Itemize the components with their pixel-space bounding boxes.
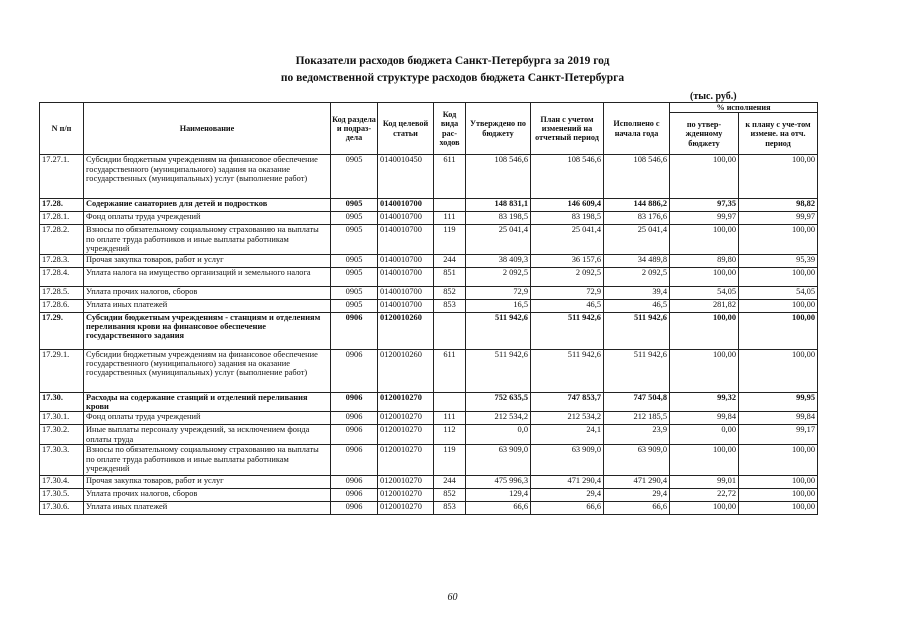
header-pct-approved: по утвер-жденному бюджету [670, 113, 739, 155]
row-name: Фонд оплаты труда учреждений [84, 212, 331, 225]
row-section-code: 0906 [331, 476, 378, 489]
row-plan: 36 157,6 [531, 254, 604, 267]
row-kind-code [434, 392, 466, 412]
row-plan: 108 546,6 [531, 155, 604, 199]
header-section-code: Код раздела и подраз-дела [331, 103, 378, 155]
row-section-code: 0905 [331, 212, 378, 225]
row-plan: 212 534,2 [531, 412, 604, 425]
page-number: 60 [447, 592, 458, 603]
row-plan: 83 198,5 [531, 212, 604, 225]
table-row [40, 155, 818, 199]
row-pct-plan: 54,05 [739, 286, 818, 299]
header-target-code: Код целевой статьи [378, 103, 434, 155]
row-executed: 212 185,5 [604, 412, 670, 425]
table-row [40, 286, 818, 299]
row-section-code: 0906 [331, 502, 378, 515]
row-name: Уплата иных платежей [84, 502, 331, 515]
row-executed: 23,9 [604, 425, 670, 445]
row-num: 17.28.2. [40, 225, 84, 254]
header-executed: Исполнено с начала года [604, 103, 670, 155]
row-pct-approved: 99,97 [670, 212, 739, 225]
row-target-code: 0120010270 [378, 445, 434, 476]
row-num: 17.29.1. [40, 349, 84, 392]
row-section-code: 0906 [331, 445, 378, 476]
row-pct-approved: 99,84 [670, 412, 739, 425]
header-approved: Утверждено по бюджету [466, 103, 531, 155]
row-num: 17.30.3. [40, 445, 84, 476]
row-kind-code: 852 [434, 286, 466, 299]
row-num: 17.30.1. [40, 412, 84, 425]
row-plan: 511 942,6 [531, 312, 604, 349]
row-name: Субсидии бюджетным учреждениям - станциям и отделениям переливания крови на финансовое обеспечение государственного задания [84, 312, 331, 349]
row-target-code: 0140010700 [378, 199, 434, 212]
row-executed: 144 886,2 [604, 199, 670, 212]
row-pct-plan: 100,00 [739, 299, 818, 312]
row-executed: 747 504,8 [604, 392, 670, 412]
row-name: Уплата иных платежей [84, 299, 331, 312]
table-row [40, 412, 818, 425]
row-num: 17.28.1. [40, 212, 84, 225]
row-executed: 25 041,4 [604, 225, 670, 254]
row-pct-plan: 100,00 [739, 155, 818, 199]
row-executed: 511 942,6 [604, 349, 670, 392]
row-pct-plan: 100,00 [739, 502, 818, 515]
row-target-code: 0120010270 [378, 412, 434, 425]
row-plan: 72,9 [531, 286, 604, 299]
row-pct-approved: 54,05 [670, 286, 739, 299]
row-pct-approved: 99,32 [670, 392, 739, 412]
row-pct-plan: 100,00 [739, 445, 818, 476]
row-pct-approved: 100,00 [670, 225, 739, 254]
row-target-code: 0120010270 [378, 425, 434, 445]
row-section-code: 0905 [331, 254, 378, 267]
row-pct-approved: 281,82 [670, 299, 739, 312]
row-num: 17.30.4. [40, 476, 84, 489]
row-pct-approved: 0,00 [670, 425, 739, 445]
row-name: Расходы на содержание станций и отделений переливания крови [84, 392, 331, 412]
expenditure-table [39, 102, 818, 515]
row-approved: 63 909,0 [466, 445, 531, 476]
row-executed: 34 489,8 [604, 254, 670, 267]
row-name: Уплата прочих налогов, сборов [84, 489, 331, 502]
row-pct-plan: 100,00 [739, 267, 818, 286]
row-pct-plan: 100,00 [739, 489, 818, 502]
row-name: Уплата прочих налогов, сборов [84, 286, 331, 299]
row-pct-approved: 97,35 [670, 199, 739, 212]
row-section-code: 0906 [331, 312, 378, 349]
row-executed: 66,6 [604, 502, 670, 515]
row-pct-plan: 100,00 [739, 349, 818, 392]
row-num: 17.28.5. [40, 286, 84, 299]
row-pct-plan: 100,00 [739, 476, 818, 489]
row-pct-approved: 100,00 [670, 155, 739, 199]
row-kind-code: 111 [434, 212, 466, 225]
table-row [40, 445, 818, 476]
row-target-code: 0140010700 [378, 267, 434, 286]
table-row [40, 489, 818, 502]
row-section-code: 0905 [331, 155, 378, 199]
row-name: Содержание санаториев для детей и подростков [84, 199, 331, 212]
header-pct-plan: к плану с уче-том измене. на отч. период [739, 113, 818, 155]
table-row [40, 476, 818, 489]
row-section-code: 0906 [331, 489, 378, 502]
row-pct-approved: 22,72 [670, 489, 739, 502]
units-label: (тыс. руб.) [690, 91, 737, 102]
row-kind-code: 853 [434, 299, 466, 312]
row-pct-plan: 99,17 [739, 425, 818, 445]
page-title-line-2: по ведомственной структуре расходов бюджета Санкт-Петербурга [280, 72, 625, 84]
table-row [40, 502, 818, 515]
row-num: 17.28.6. [40, 299, 84, 312]
row-approved: 129,4 [466, 489, 531, 502]
row-num: 17.30. [40, 392, 84, 412]
row-kind-code: 244 [434, 476, 466, 489]
row-pct-plan: 98,82 [739, 199, 818, 212]
row-plan: 146 609,4 [531, 199, 604, 212]
row-approved: 511 942,6 [466, 349, 531, 392]
row-pct-approved: 99,01 [670, 476, 739, 489]
row-num: 17.28.3. [40, 254, 84, 267]
row-kind-code: 111 [434, 412, 466, 425]
header-name: Наименование [84, 103, 331, 155]
row-num: 17.30.6. [40, 502, 84, 515]
row-num: 17.28.4. [40, 267, 84, 286]
row-target-code: 0140010700 [378, 254, 434, 267]
row-kind-code: 112 [434, 425, 466, 445]
row-section-code: 0905 [331, 299, 378, 312]
row-section-code: 0905 [331, 225, 378, 254]
row-num: 17.28. [40, 199, 84, 212]
row-pct-approved: 100,00 [670, 502, 739, 515]
table-row [40, 392, 818, 412]
row-num: 17.30.2. [40, 425, 84, 445]
row-plan: 24,1 [531, 425, 604, 445]
row-executed: 511 942,6 [604, 312, 670, 349]
row-executed: 471 290,4 [604, 476, 670, 489]
row-plan: 66,6 [531, 502, 604, 515]
row-approved: 2 092,5 [466, 267, 531, 286]
row-kind-code: 852 [434, 489, 466, 502]
row-section-code: 0906 [331, 392, 378, 412]
row-target-code: 0140010700 [378, 299, 434, 312]
row-pct-plan: 99,95 [739, 392, 818, 412]
row-approved: 108 546,6 [466, 155, 531, 199]
row-approved: 83 198,5 [466, 212, 531, 225]
row-num: 17.30.5. [40, 489, 84, 502]
row-name: Взносы по обязательному социальному страхованию на выплаты по оплате труда работников и иные выплаты работникам учреждений [84, 445, 331, 476]
row-target-code: 0140010700 [378, 212, 434, 225]
row-plan: 46,5 [531, 299, 604, 312]
row-name: Субсидии бюджетным учреждениям на финансовое обеспечение государственного (муниципального) задания на оказание государственных (муниципальных) услуг (выполнение работ) [84, 349, 331, 392]
row-pct-approved: 100,00 [670, 267, 739, 286]
row-kind-code: 611 [434, 349, 466, 392]
table-row [40, 267, 818, 286]
row-executed: 83 176,6 [604, 212, 670, 225]
row-plan: 2 092,5 [531, 267, 604, 286]
row-approved: 16,5 [466, 299, 531, 312]
row-plan: 747 853,7 [531, 392, 604, 412]
row-executed: 108 546,6 [604, 155, 670, 199]
row-approved: 72,9 [466, 286, 531, 299]
row-approved: 212 534,2 [466, 412, 531, 425]
row-pct-approved: 89,80 [670, 254, 739, 267]
page-title-line-1: Показатели расходов бюджета Санкт-Петербурга за 2019 год [295, 55, 610, 67]
row-executed: 2 092,5 [604, 267, 670, 286]
row-plan: 29,4 [531, 489, 604, 502]
row-pct-plan: 100,00 [739, 312, 818, 349]
row-pct-plan: 99,97 [739, 212, 818, 225]
row-executed: 63 909,0 [604, 445, 670, 476]
row-approved: 148 831,1 [466, 199, 531, 212]
row-approved: 66,6 [466, 502, 531, 515]
row-target-code: 0140010700 [378, 286, 434, 299]
row-name: Уплата налога на имущество организаций и земельного налога [84, 267, 331, 286]
table-row [40, 199, 818, 212]
row-target-code: 0120010270 [378, 476, 434, 489]
row-pct-plan: 99,84 [739, 412, 818, 425]
table-row [40, 254, 818, 267]
row-plan: 511 942,6 [531, 349, 604, 392]
row-name: Прочая закупка товаров, работ и услуг [84, 254, 331, 267]
row-pct-plan: 95,39 [739, 254, 818, 267]
header-plan: План с учетом изменений на отчетный период [531, 103, 604, 155]
row-pct-approved: 100,00 [670, 349, 739, 392]
table-body [40, 155, 818, 515]
row-target-code: 0120010270 [378, 489, 434, 502]
row-approved: 25 041,4 [466, 225, 531, 254]
row-approved: 38 409,3 [466, 254, 531, 267]
row-kind-code: 244 [434, 254, 466, 267]
header-percent-group: % исполнения [670, 103, 818, 113]
row-name: Субсидии бюджетным учреждениям на финансовое обеспечение государственного (муниципального) задания на оказание государственных (муниципальных) услуг (выполнение работ) [84, 155, 331, 199]
row-kind-code: 119 [434, 445, 466, 476]
row-pct-approved: 100,00 [670, 445, 739, 476]
row-section-code: 0906 [331, 425, 378, 445]
row-kind-code: 853 [434, 502, 466, 515]
row-plan: 25 041,4 [531, 225, 604, 254]
row-approved: 475 996,3 [466, 476, 531, 489]
row-approved: 0,0 [466, 425, 531, 445]
row-kind-code [434, 312, 466, 349]
header-kind-code: Код вида рас-ходов [434, 103, 466, 155]
row-target-code: 0120010260 [378, 312, 434, 349]
row-kind-code [434, 199, 466, 212]
row-num: 17.27.1. [40, 155, 84, 199]
row-section-code: 0906 [331, 412, 378, 425]
row-name: Прочая закупка товаров, работ и услуг [84, 476, 331, 489]
row-plan: 63 909,0 [531, 445, 604, 476]
row-kind-code: 611 [434, 155, 466, 199]
table-row [40, 312, 818, 349]
table-row [40, 225, 818, 254]
row-section-code: 0905 [331, 267, 378, 286]
row-approved: 752 635,5 [466, 392, 531, 412]
row-section-code: 0905 [331, 286, 378, 299]
row-executed: 39,4 [604, 286, 670, 299]
header-num: N п/п [40, 103, 84, 155]
row-pct-plan: 100,00 [739, 225, 818, 254]
row-name: Иные выплаты персоналу учреждений, за исключением фонда оплаты труда [84, 425, 331, 445]
row-plan: 471 290,4 [531, 476, 604, 489]
row-section-code: 0906 [331, 349, 378, 392]
row-target-code: 0120010270 [378, 502, 434, 515]
table-row [40, 212, 818, 225]
row-target-code: 0140010450 [378, 155, 434, 199]
table-row [40, 425, 818, 445]
row-target-code: 0120010270 [378, 392, 434, 412]
row-target-code: 0120010260 [378, 349, 434, 392]
row-approved: 511 942,6 [466, 312, 531, 349]
row-pct-approved: 100,00 [670, 312, 739, 349]
row-num: 17.29. [40, 312, 84, 349]
table-row [40, 299, 818, 312]
row-name: Взносы по обязательному социальному страхованию на выплаты по оплате труда работников и иные выплаты работникам учреждений [84, 225, 331, 254]
row-kind-code: 119 [434, 225, 466, 254]
row-executed: 46,5 [604, 299, 670, 312]
table-row [40, 349, 818, 392]
row-executed: 29,4 [604, 489, 670, 502]
row-target-code: 0140010700 [378, 225, 434, 254]
row-name: Фонд оплаты труда учреждений [84, 412, 331, 425]
row-section-code: 0905 [331, 199, 378, 212]
row-kind-code: 851 [434, 267, 466, 286]
